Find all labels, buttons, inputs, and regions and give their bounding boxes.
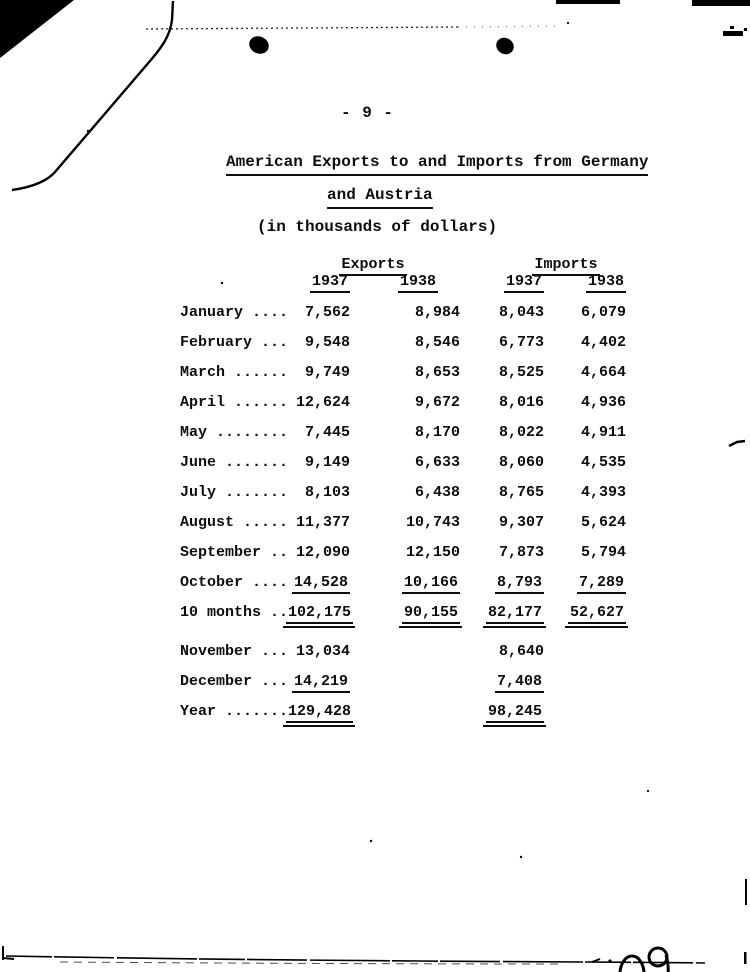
value-text: 7,873 — [498, 544, 544, 561]
table-row — [180, 334, 626, 364]
table-group-header-row — [180, 256, 626, 273]
speck — [520, 856, 522, 858]
value-text: 8,653 — [414, 364, 460, 381]
value-text: 8,170 — [414, 424, 460, 441]
value-text: 4,664 — [580, 364, 626, 381]
value-cell — [286, 574, 350, 591]
value-text: 14,528 — [292, 574, 350, 594]
value-cell — [286, 364, 350, 381]
row-label: January .... — [180, 304, 289, 321]
value-text: 8,043 — [498, 304, 544, 321]
value-text: 90,155 — [402, 604, 460, 624]
speck — [87, 130, 89, 132]
exports-1938-header: 1938 — [350, 273, 460, 290]
speck — [647, 790, 649, 792]
table-year-header-row — [180, 273, 626, 304]
value-cell — [544, 454, 626, 471]
value-cell — [350, 364, 460, 381]
value-text: 12,150 — [405, 544, 460, 561]
value-cell — [544, 364, 626, 381]
exports-1937-header: 1937 — [286, 273, 350, 290]
table-row — [180, 544, 626, 574]
value-cell — [544, 424, 626, 441]
table-row — [180, 394, 626, 424]
value-cell — [544, 334, 626, 351]
value-text: 4,393 — [580, 484, 626, 501]
page-number: - 9 - — [341, 104, 395, 122]
value-text: 10,743 — [405, 514, 460, 531]
value-text: 6,438 — [414, 484, 460, 501]
smudge — [730, 26, 734, 29]
value-text: 12,624 — [295, 394, 350, 411]
row-label: Year ....... — [180, 703, 289, 720]
table-row — [180, 643, 626, 673]
value-cell — [460, 643, 544, 660]
speck — [370, 840, 372, 842]
dotted-rule — [146, 27, 458, 29]
value-cell — [350, 484, 460, 501]
value-text: 8,525 — [498, 364, 544, 381]
value-cell — [460, 673, 544, 690]
value-text: 4,402 — [580, 334, 626, 351]
value-cell — [544, 604, 626, 621]
document-title-line2: and Austria — [327, 186, 433, 204]
row-label: September .. — [180, 544, 289, 561]
value-cell — [544, 544, 626, 561]
bottom-left-mark — [3, 946, 14, 960]
smudge — [744, 28, 747, 31]
value-cell — [460, 304, 544, 321]
value-cell — [460, 604, 544, 621]
table-row — [180, 604, 626, 634]
speck — [567, 22, 569, 24]
value-text: 5,794 — [580, 544, 626, 561]
punch-hole-left — [246, 33, 271, 57]
value-text: 98,245 — [486, 703, 544, 723]
row-label: December ... — [180, 673, 289, 690]
value-text: 10,166 — [402, 574, 460, 594]
document-subtitle: (in thousands of dollars) — [257, 218, 498, 236]
value-cell — [544, 514, 626, 531]
value-text: 8,984 — [414, 304, 460, 321]
value-text: 8,022 — [498, 424, 544, 441]
value-cell — [460, 703, 544, 720]
value-text: 4,535 — [580, 454, 626, 471]
exports-group-header: Exports — [286, 256, 460, 273]
value-cell — [286, 604, 350, 621]
value-cell — [286, 484, 350, 501]
table-row — [180, 304, 626, 334]
table-row — [180, 454, 626, 484]
punch-hole-right — [493, 35, 517, 58]
row-label: April ...... — [180, 394, 289, 411]
right-edge-mark — [744, 952, 747, 964]
table-row — [180, 574, 626, 604]
row-label: October .... — [180, 574, 289, 591]
value-cell — [286, 544, 350, 561]
value-text: 52,627 — [568, 604, 626, 624]
value-text: 14,219 — [292, 673, 350, 693]
value-cell — [286, 454, 350, 471]
value-cell — [286, 304, 350, 321]
value-cell — [544, 484, 626, 501]
value-text: 9,307 — [498, 514, 544, 531]
value-cell — [544, 574, 626, 591]
value-cell — [460, 574, 544, 591]
value-text: 4,936 — [580, 394, 626, 411]
value-cell — [350, 454, 460, 471]
row-label: July ....... — [180, 484, 289, 501]
dotted-rule — [458, 26, 560, 27]
bottom-edge-line — [6, 956, 705, 963]
value-cell — [544, 394, 626, 411]
value-text: 129,428 — [286, 703, 353, 723]
value-cell — [286, 643, 350, 660]
value-text: 8,016 — [498, 394, 544, 411]
value-text: 5,624 — [580, 514, 626, 531]
value-text: 8,793 — [495, 574, 544, 594]
value-text: 9,149 — [304, 454, 350, 471]
margin-mark — [729, 441, 745, 446]
value-cell — [460, 484, 544, 501]
value-text: 9,749 — [304, 364, 350, 381]
smudge — [723, 31, 743, 36]
value-cell — [460, 394, 544, 411]
value-text: 9,548 — [304, 334, 350, 351]
value-text: 4,911 — [580, 424, 626, 441]
trade-data-table — [180, 256, 626, 733]
value-text: 7,289 — [577, 574, 626, 594]
handwritten-nine-tail — [665, 955, 668, 972]
value-cell — [350, 334, 460, 351]
value-cell — [460, 544, 544, 561]
handwritten-nine-head — [649, 948, 667, 966]
value-text: 6,633 — [414, 454, 460, 471]
value-text: 8,640 — [498, 643, 544, 660]
value-text: 6,079 — [580, 304, 626, 321]
value-cell — [460, 334, 544, 351]
document-title-line1: American Exports to and Imports from Germany — [226, 153, 648, 171]
row-label: 10 months .. — [180, 604, 289, 621]
value-text: 8,546 — [414, 334, 460, 351]
value-text: 9,672 — [414, 394, 460, 411]
value-text: 12,090 — [295, 544, 350, 561]
folded-corner-shadow — [0, 0, 74, 58]
table-row — [180, 424, 626, 454]
value-cell — [286, 394, 350, 411]
table-row — [180, 673, 626, 703]
imports-1937-header: 1937 — [460, 273, 544, 290]
handwritten-zero — [620, 956, 644, 972]
value-cell — [350, 424, 460, 441]
table-row — [180, 364, 626, 394]
value-cell — [286, 703, 350, 720]
value-cell — [350, 304, 460, 321]
value-text: 8,060 — [498, 454, 544, 471]
top-edge-mark — [692, 0, 750, 6]
value-cell — [286, 424, 350, 441]
value-text: 13,034 — [295, 643, 350, 660]
table-row — [180, 703, 626, 733]
table-body — [180, 304, 626, 733]
value-cell — [350, 394, 460, 411]
value-cell — [286, 514, 350, 531]
value-text: 102,175 — [286, 604, 353, 624]
value-cell — [460, 424, 544, 441]
top-edge-mark — [556, 0, 620, 4]
value-cell — [286, 673, 350, 690]
value-cell — [350, 604, 460, 621]
row-label: November ... — [180, 643, 289, 660]
fold-crease-line — [12, 1, 173, 190]
row-label: February ... — [180, 334, 289, 351]
table-row — [180, 514, 626, 544]
value-cell — [460, 454, 544, 471]
imports-group-header: Imports — [460, 256, 626, 273]
row-label: June ....... — [180, 454, 289, 471]
value-text: 7,445 — [304, 424, 350, 441]
value-cell — [544, 304, 626, 321]
value-text: 8,765 — [498, 484, 544, 501]
right-edge-mark — [745, 879, 747, 905]
value-text: 7,408 — [495, 673, 544, 693]
row-label: May ........ — [180, 424, 289, 441]
bottom-edge-line — [60, 962, 560, 964]
row-label: March ...... — [180, 364, 289, 381]
row-label: August ..... — [180, 514, 289, 531]
table-row — [180, 484, 626, 514]
value-text: 11,377 — [295, 514, 350, 531]
value-cell — [350, 544, 460, 561]
value-cell — [350, 514, 460, 531]
value-text: 6,773 — [498, 334, 544, 351]
value-text: 82,177 — [486, 604, 544, 624]
imports-1938-header: 1938 — [544, 273, 626, 290]
value-text: 8,103 — [304, 484, 350, 501]
handwritten-page-number — [592, 948, 668, 972]
value-cell — [460, 364, 544, 381]
value-text: 7,562 — [304, 304, 350, 321]
value-cell — [460, 514, 544, 531]
value-cell — [286, 334, 350, 351]
value-cell — [350, 574, 460, 591]
